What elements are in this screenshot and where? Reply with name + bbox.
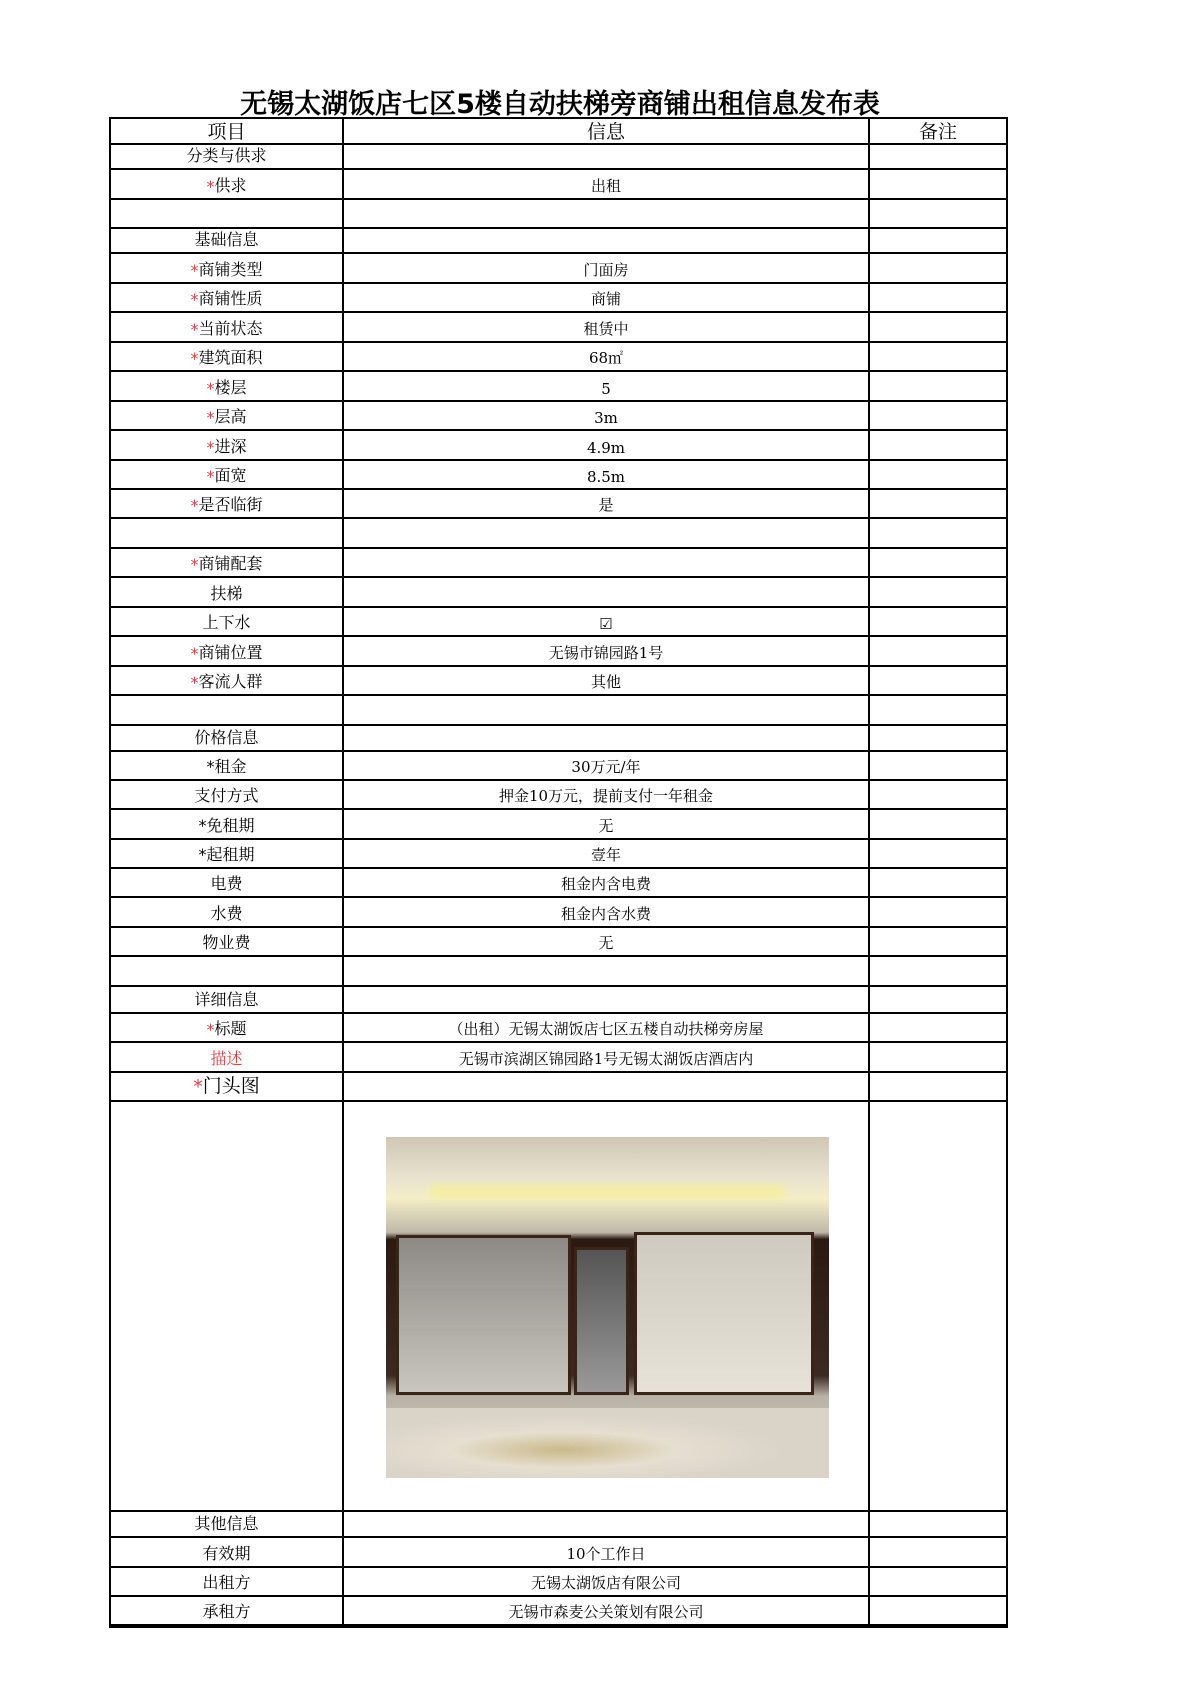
row-note bbox=[870, 519, 1006, 547]
required-asterisk: * bbox=[206, 467, 215, 486]
row-value-text: 无锡市滨湖区锦园路1号无锡太湖饭店酒店内 bbox=[458, 1050, 754, 1068]
row-label-text: 标题 bbox=[214, 1019, 247, 1038]
row-label-text: 层高 bbox=[214, 407, 247, 426]
row-label-text: 有效期 bbox=[202, 1544, 251, 1563]
row-label bbox=[111, 637, 344, 665]
table-row bbox=[111, 402, 1006, 431]
table-row bbox=[111, 1014, 1006, 1043]
table-row bbox=[111, 987, 1006, 1014]
table-row bbox=[111, 549, 1006, 578]
table-header-row bbox=[111, 119, 1006, 145]
row-label-text: 出租方 bbox=[202, 1573, 251, 1592]
row-label bbox=[111, 343, 344, 370]
row-label bbox=[111, 957, 344, 985]
row-label bbox=[111, 840, 344, 867]
row-value-text: 押金10万元，提前支付一年租金 bbox=[498, 787, 714, 805]
row-value-text: 门面房 bbox=[583, 261, 629, 279]
row-note bbox=[870, 781, 1006, 808]
row-label bbox=[111, 372, 344, 400]
row-note bbox=[870, 608, 1006, 635]
row-label bbox=[111, 726, 344, 750]
row-note bbox=[870, 461, 1006, 488]
table-row bbox=[111, 1538, 1006, 1568]
row-label bbox=[111, 254, 344, 282]
required-asterisk: * bbox=[190, 555, 199, 574]
row-note bbox=[870, 1073, 1006, 1100]
row-label bbox=[111, 229, 344, 252]
required-asterisk: * bbox=[206, 438, 215, 457]
row-value bbox=[344, 578, 870, 606]
row-value bbox=[344, 726, 870, 750]
row-value bbox=[344, 928, 870, 955]
row-value-text: 是 bbox=[598, 496, 614, 514]
row-label bbox=[111, 1597, 344, 1624]
row-value-text: 商铺 bbox=[590, 290, 621, 308]
row-value bbox=[344, 254, 870, 282]
row-label bbox=[111, 987, 344, 1012]
row-label bbox=[111, 549, 344, 576]
table-row bbox=[111, 781, 1006, 810]
row-value bbox=[344, 637, 870, 665]
required-asterisk: * bbox=[190, 320, 199, 339]
row-label bbox=[111, 1512, 344, 1536]
row-note bbox=[870, 928, 1006, 955]
required-asterisk: * bbox=[190, 290, 199, 309]
row-label bbox=[111, 461, 344, 488]
row-label bbox=[111, 145, 344, 168]
row-note bbox=[870, 578, 1006, 606]
storefront-photo bbox=[386, 1137, 829, 1478]
required-asterisk: * bbox=[190, 644, 199, 663]
table-row bbox=[111, 667, 1006, 696]
row-label bbox=[111, 667, 344, 694]
row-note bbox=[870, 1102, 1006, 1510]
row-value-text: 租金内含电费 bbox=[560, 875, 651, 893]
table-row bbox=[111, 229, 1006, 254]
row-label bbox=[111, 898, 344, 926]
required-asterisk: * bbox=[193, 1076, 203, 1098]
row-value-text: 无锡市森麦公关策划有限公司 bbox=[508, 1603, 704, 1621]
row-note bbox=[870, 667, 1006, 694]
row-value-text: 4.9m bbox=[586, 439, 626, 457]
row-note bbox=[870, 1043, 1006, 1071]
row-note bbox=[870, 869, 1006, 896]
row-label-text: 商铺配套 bbox=[198, 554, 263, 573]
row-label-text: 其他信息 bbox=[194, 1514, 259, 1533]
table-row bbox=[111, 284, 1006, 313]
table-row bbox=[111, 957, 1006, 987]
table-row bbox=[111, 1597, 1006, 1626]
row-label bbox=[111, 200, 344, 227]
row-value bbox=[344, 549, 870, 576]
row-label bbox=[111, 1014, 344, 1041]
row-value bbox=[344, 957, 870, 985]
row-value bbox=[344, 1043, 870, 1071]
row-value-text: 无 bbox=[598, 934, 614, 952]
row-value-text: 10个工作日 bbox=[566, 1545, 646, 1563]
row-value bbox=[344, 229, 870, 252]
row-value-text: 壹年 bbox=[590, 846, 621, 864]
table-row bbox=[111, 170, 1006, 200]
table-row bbox=[111, 752, 1006, 781]
row-value-text: 租赁中 bbox=[583, 320, 629, 338]
table-row bbox=[111, 726, 1006, 752]
row-label bbox=[111, 696, 344, 724]
row-label-text: 价格信息 bbox=[194, 728, 259, 747]
table-row bbox=[111, 840, 1006, 869]
row-label-text: 门头图 bbox=[202, 1075, 260, 1097]
table-row bbox=[111, 578, 1006, 608]
row-label bbox=[111, 402, 344, 429]
required-asterisk: * bbox=[190, 673, 199, 692]
row-label-text: *免租期 bbox=[198, 816, 255, 835]
row-label bbox=[111, 313, 344, 341]
row-label bbox=[111, 1538, 344, 1566]
row-label-text: *起租期 bbox=[198, 845, 255, 864]
row-value-text: 8.5m bbox=[586, 468, 626, 486]
glass-door-left bbox=[396, 1235, 571, 1395]
row-value-text: 3m bbox=[594, 409, 618, 427]
row-note bbox=[870, 343, 1006, 370]
row-label-text: 商铺类型 bbox=[198, 260, 263, 279]
water-supply-checkbox[interactable] bbox=[344, 608, 870, 635]
row-label bbox=[111, 1043, 344, 1071]
row-note bbox=[870, 254, 1006, 282]
row-value-text: （出租）无锡太湖饭店七区五楼自动扶梯旁房屋 bbox=[448, 1020, 764, 1038]
row-label bbox=[111, 928, 344, 955]
row-value bbox=[344, 490, 870, 517]
row-label bbox=[111, 752, 344, 779]
row-note bbox=[870, 1512, 1006, 1536]
table-row bbox=[111, 343, 1006, 372]
table-row bbox=[111, 608, 1006, 637]
row-value bbox=[344, 145, 870, 168]
row-value bbox=[344, 667, 870, 694]
row-note bbox=[870, 637, 1006, 665]
row-label-text: 当前状态 bbox=[198, 319, 263, 338]
table-row bbox=[111, 637, 1006, 667]
row-label-text: 描述 bbox=[210, 1049, 243, 1068]
table-row bbox=[111, 313, 1006, 343]
row-label bbox=[111, 608, 344, 635]
header-info: 信息 bbox=[344, 119, 870, 143]
row-label-text: 上下水 bbox=[202, 613, 251, 632]
row-value-text: 无锡太湖饭店有限公司 bbox=[530, 1574, 681, 1592]
row-value bbox=[344, 461, 870, 488]
floor-mosaic bbox=[386, 1408, 829, 1478]
row-note bbox=[870, 1568, 1006, 1595]
entrance-door bbox=[574, 1247, 629, 1395]
header-item: 项目 bbox=[111, 119, 344, 143]
required-asterisk: * bbox=[190, 261, 199, 280]
table-row bbox=[111, 519, 1006, 549]
row-value bbox=[344, 313, 870, 341]
row-value bbox=[344, 987, 870, 1012]
table-row bbox=[111, 200, 1006, 229]
row-note bbox=[870, 752, 1006, 779]
row-value bbox=[344, 898, 870, 926]
row-note bbox=[870, 402, 1006, 429]
row-value bbox=[344, 1512, 870, 1536]
row-label bbox=[111, 519, 344, 547]
table-row bbox=[111, 372, 1006, 402]
row-label-text: 支付方式 bbox=[194, 786, 259, 805]
row-value bbox=[344, 170, 870, 198]
table-row bbox=[111, 490, 1006, 519]
row-value bbox=[344, 810, 870, 838]
row-note bbox=[870, 200, 1006, 227]
row-label-text: 扶梯 bbox=[210, 584, 243, 603]
row-label-text: 进深 bbox=[214, 437, 247, 456]
table-row bbox=[111, 1043, 1006, 1073]
row-label bbox=[111, 1073, 344, 1100]
row-value bbox=[344, 402, 870, 429]
required-asterisk: * bbox=[190, 349, 199, 368]
row-value bbox=[344, 200, 870, 227]
row-label bbox=[111, 284, 344, 311]
row-value bbox=[344, 781, 870, 808]
row-label-text: *租金 bbox=[206, 757, 247, 776]
row-value bbox=[344, 840, 870, 867]
row-label-text: 承租方 bbox=[202, 1602, 251, 1621]
row-note bbox=[870, 372, 1006, 400]
row-note bbox=[870, 1538, 1006, 1566]
row-value bbox=[344, 431, 870, 459]
row-label-text: 详细信息 bbox=[194, 990, 259, 1009]
row-value-text: 无锡市锦园路1号 bbox=[548, 644, 664, 662]
table-row bbox=[111, 1073, 1006, 1102]
page-title: 无锡太湖饭店七区5楼自动扶梯旁商铺出租信息发布表 bbox=[240, 89, 880, 120]
row-note bbox=[870, 957, 1006, 985]
row-value bbox=[344, 869, 870, 896]
required-asterisk: * bbox=[206, 408, 215, 427]
required-asterisk: * bbox=[206, 177, 215, 196]
row-value bbox=[344, 1568, 870, 1595]
row-value-text: 30万元/年 bbox=[571, 758, 641, 776]
row-label bbox=[111, 431, 344, 459]
row-label-text: 面宽 bbox=[214, 466, 247, 485]
row-note bbox=[870, 490, 1006, 517]
row-value-text: 其他 bbox=[590, 673, 621, 691]
row-label-text: 商铺位置 bbox=[198, 643, 263, 662]
row-note bbox=[870, 1014, 1006, 1041]
row-value-text: 5 bbox=[601, 380, 611, 398]
row-label-text: 是否临街 bbox=[198, 495, 263, 514]
row-value bbox=[344, 1538, 870, 1566]
required-asterisk: * bbox=[206, 1020, 215, 1039]
row-note bbox=[870, 549, 1006, 576]
row-value-text: 68㎡ bbox=[588, 349, 624, 367]
row-label bbox=[111, 781, 344, 808]
row-label-text: 分类与供求 bbox=[186, 146, 267, 165]
row-label-text: 电费 bbox=[210, 874, 243, 893]
table-row bbox=[111, 145, 1006, 170]
row-label bbox=[111, 810, 344, 838]
row-note bbox=[870, 726, 1006, 750]
row-value-text: ☑ bbox=[599, 615, 613, 633]
row-note bbox=[870, 696, 1006, 724]
row-value bbox=[344, 1073, 870, 1100]
row-label bbox=[111, 490, 344, 517]
row-note bbox=[870, 145, 1006, 168]
row-label-text: 基础信息 bbox=[194, 230, 259, 249]
table-row bbox=[111, 461, 1006, 490]
table-row bbox=[111, 928, 1006, 957]
row-note bbox=[870, 229, 1006, 252]
row-label-text: 物业费 bbox=[202, 933, 251, 952]
required-asterisk: * bbox=[206, 379, 215, 398]
table-row bbox=[111, 810, 1006, 840]
table-row bbox=[111, 431, 1006, 461]
row-note bbox=[870, 1597, 1006, 1624]
row-label-text: 客流人群 bbox=[198, 672, 263, 691]
row-label-text: 建筑面积 bbox=[198, 348, 263, 367]
header-note: 备注 bbox=[918, 120, 957, 143]
row-value bbox=[344, 343, 870, 370]
ceiling-light bbox=[430, 1185, 784, 1199]
row-note bbox=[870, 431, 1006, 459]
row-note bbox=[870, 284, 1006, 311]
row-note bbox=[870, 898, 1006, 926]
row-value bbox=[344, 752, 870, 779]
row-note bbox=[870, 810, 1006, 838]
row-label-text: 楼层 bbox=[214, 378, 247, 397]
table-row bbox=[111, 696, 1006, 726]
row-label-text: 水费 bbox=[210, 904, 243, 923]
row-value-text: 租金内含水费 bbox=[560, 905, 651, 923]
table-row bbox=[111, 254, 1006, 284]
table-row bbox=[111, 1568, 1006, 1597]
row-note bbox=[870, 313, 1006, 341]
row-value bbox=[344, 284, 870, 311]
row-label bbox=[111, 1568, 344, 1595]
row-label bbox=[111, 869, 344, 896]
table-row bbox=[111, 1512, 1006, 1538]
glass-panel-right bbox=[634, 1232, 814, 1395]
row-value bbox=[344, 1014, 870, 1041]
required-asterisk: * bbox=[190, 496, 199, 515]
row-note bbox=[870, 840, 1006, 867]
row-value bbox=[344, 519, 870, 547]
row-note bbox=[870, 170, 1006, 198]
row-value-text: 无 bbox=[598, 817, 614, 835]
table-row bbox=[111, 898, 1006, 928]
table-row bbox=[111, 869, 1006, 898]
row-value-text: 出租 bbox=[590, 177, 621, 195]
row-label bbox=[111, 1102, 344, 1510]
row-label bbox=[111, 170, 344, 198]
row-note bbox=[870, 987, 1006, 1012]
row-label-text: 供求 bbox=[214, 176, 247, 195]
row-value bbox=[344, 1597, 870, 1624]
row-label-text: 商铺性质 bbox=[198, 289, 263, 308]
row-label bbox=[111, 578, 344, 606]
row-value bbox=[344, 696, 870, 724]
row-value bbox=[344, 372, 870, 400]
